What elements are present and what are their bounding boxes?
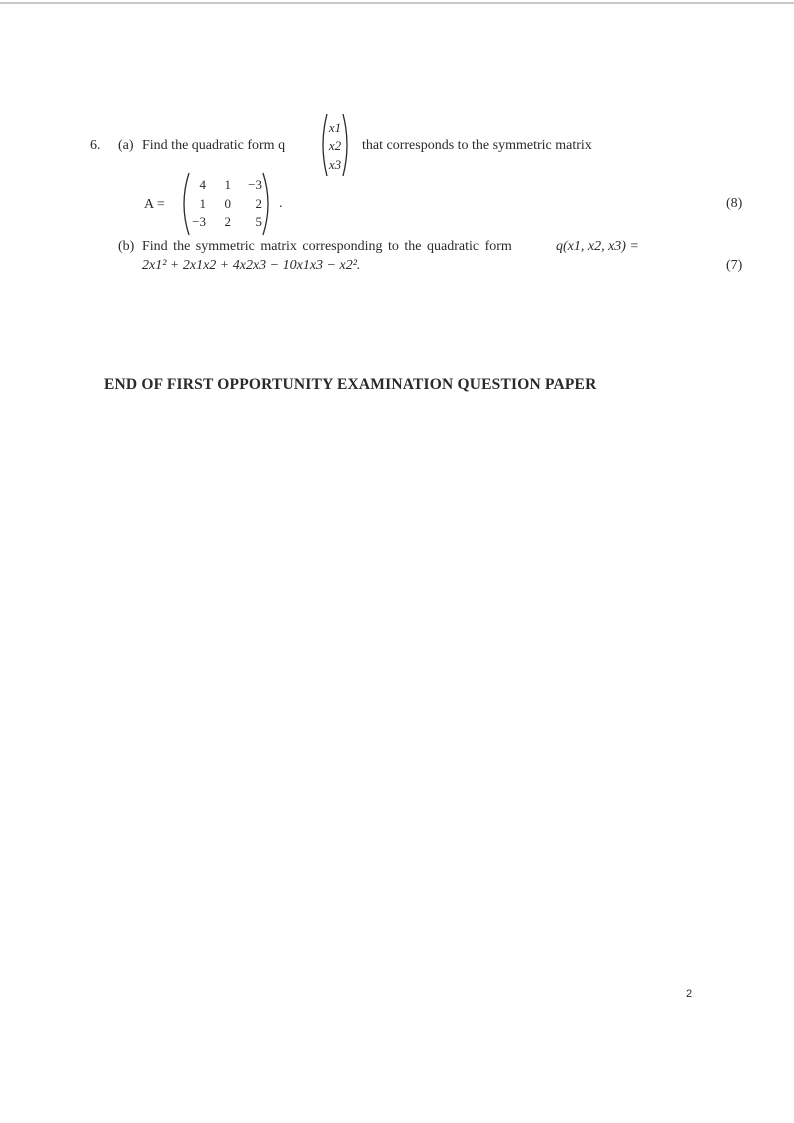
part-a-text-before: Find the quadratic form q [142,138,286,153]
part-a-marks: (8) [726,196,743,211]
matrix-cell-r1c3: −3 [248,177,262,192]
part-a-text-after: that corresponds to the symmetric matrix [362,138,592,153]
matrix-cell-r2c3: 2 [255,196,262,211]
part-a-label: (a) [118,138,134,153]
vector-entry-text: x2 [328,138,342,153]
vector-entry-x1 [324,120,346,136]
page-number: 2 [686,988,693,1000]
part-b-label: (b) [118,239,135,254]
vector-entry-x2 [324,138,346,154]
vector-entry-text: x1 [328,120,342,135]
vector-entry-x3 [324,157,346,173]
matrix-cell-r1c1: 4 [199,177,206,192]
vector-entry-text: x3 [328,157,342,172]
matrix-right-paren [262,172,274,236]
matrix-cell-r1c2: 1 [224,177,231,192]
part-b-line2-math: 2x1² + 2x1x2 + 4x2x3 − 10x1x3 − x2². [142,258,361,273]
part-b-line1-math: q(x1, x2, x3) = [556,239,639,254]
end-of-paper-heading: END OF FIRST OPPORTUNITY EXAMINATION QUESTION PAPER [104,376,597,393]
matrix-cell-r2c1: 1 [199,196,206,211]
matrix-name: A = [144,197,165,212]
matrix-trailing-period: . [279,196,283,211]
matrix-cell-r3c2: 2 [224,214,231,229]
part-b-marks: (7) [726,258,743,273]
matrix-cell-r3c3: 5 [255,214,262,229]
part-b-line1: Find the symmetric matrix corresponding to the quadratic form [142,239,512,254]
matrix-cell-r3c1: −3 [192,214,206,229]
scan-top-edge [0,2,794,4]
question-number: 6. [90,138,101,153]
matrix-cell-r2c2: 0 [224,196,231,211]
